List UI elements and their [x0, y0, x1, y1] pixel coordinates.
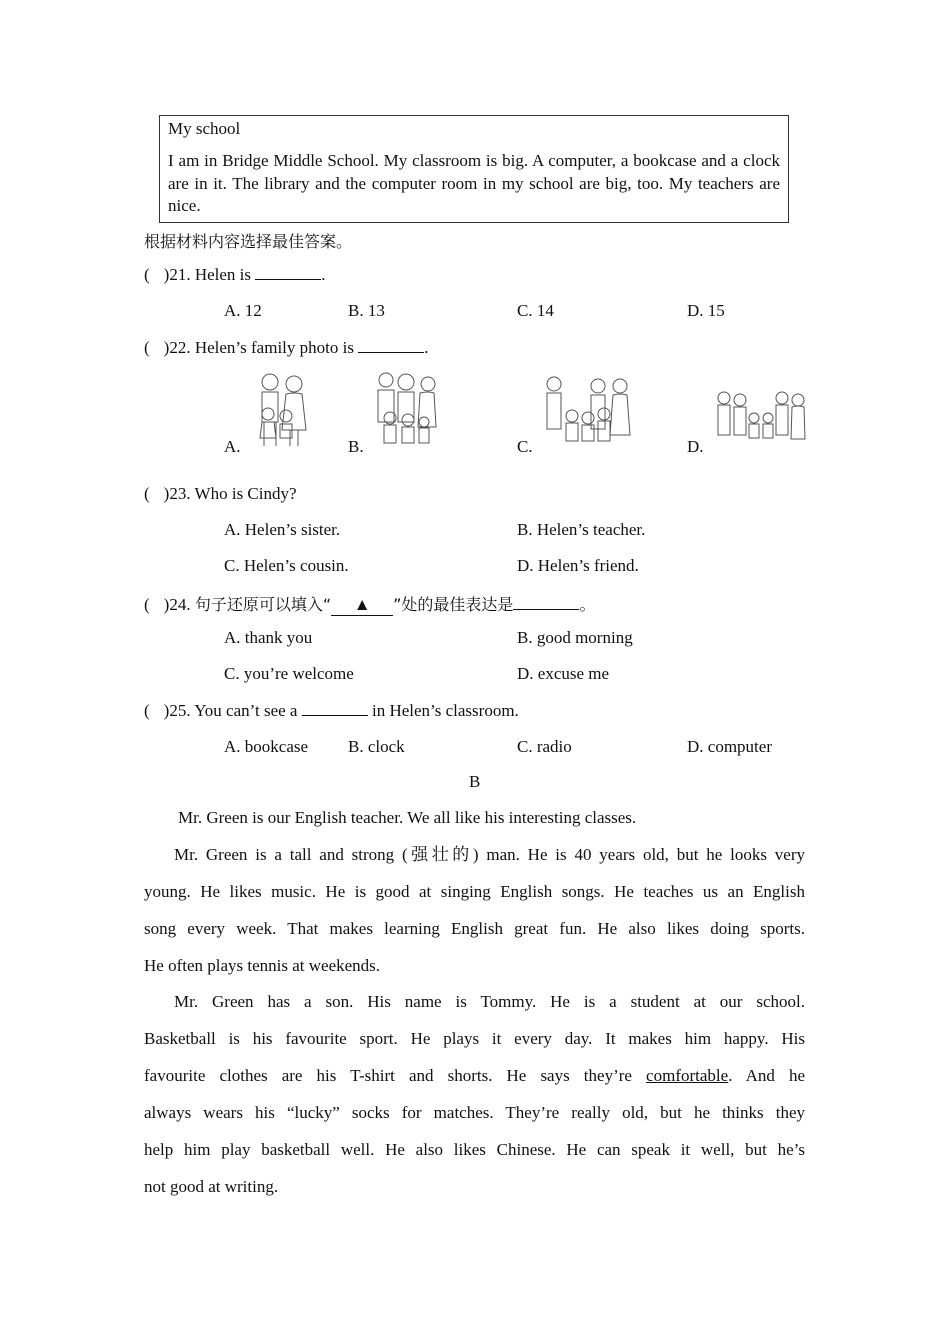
paragraph-line: He often plays tennis at weekends. — [144, 956, 381, 975]
instruction: 根据材料内容选择最佳答案。 — [144, 232, 353, 251]
option-25d: D. computer — [687, 737, 772, 756]
section-b-heading: B — [469, 772, 481, 791]
paragraph-line: Mr. Green is a tall and strong (强壮的) man. He is 40 years old, but he looks very — [174, 845, 805, 864]
option-22a: A. — [224, 437, 241, 456]
section-b-paragraph-2 — [144, 836, 805, 984]
option-23a: A. Helen’s sister. — [224, 520, 341, 539]
option-22b: B. — [348, 437, 364, 456]
reading-box — [159, 115, 789, 223]
question-23: ( )23. Who is Cindy? — [144, 484, 297, 503]
answer-blank — [358, 337, 424, 353]
option-21d: D. 15 — [687, 301, 725, 320]
answer-blank — [255, 264, 321, 280]
question-22: ( )22. Helen’s family photo is . — [144, 338, 429, 357]
option-25a: A. bookcase — [224, 737, 309, 756]
reading-box-body: I am in Bridge Middle School. My classroom is big. A computer, a bookcase and a clock are in it. The library and the computer room in my school are big, too. My teachers are nice. — [168, 151, 780, 215]
paragraph-line: not good at writing. — [144, 1177, 279, 1196]
paragraph-line: young. He likes music. He is good at singing English songs. He teaches us an English — [144, 882, 805, 901]
question-25: ( )25. You can’t see a in Helen’s classroom. — [144, 701, 519, 720]
option-21c: C. 14 — [517, 301, 554, 320]
section-b-paragraph-3 — [144, 983, 805, 1205]
option-24b: B. good morning — [517, 628, 633, 647]
answer-blank — [513, 594, 579, 610]
family-photo-a — [250, 370, 312, 450]
reading-box-title: My school — [168, 119, 241, 138]
section-b-paragraph-1: Mr. Green is our English teacher. We all like his interesting classes. — [178, 808, 637, 827]
paragraph-line: always wears his “lucky” socks for matches. They’re really old, but he thinks they — [144, 1103, 805, 1122]
paragraph-line: song every week. That makes learning English great fun. He also likes doing sports. — [144, 919, 805, 938]
option-24c: C. you’re welcome — [224, 664, 354, 683]
option-25b: B. clock — [348, 737, 405, 756]
family-photo-b — [372, 368, 440, 450]
question-21: ( )21. Helen is . — [144, 265, 326, 284]
option-21b: B. 13 — [348, 301, 385, 320]
option-24d: D. excuse me — [517, 664, 610, 683]
paragraph-line: Basketball is his favourite sport. He plays it every day. It makes him happy. His — [144, 1029, 805, 1048]
option-25c: C. radio — [517, 737, 572, 756]
option-23d: D. Helen’s friend. — [517, 556, 639, 575]
family-photo-c — [542, 374, 636, 450]
option-22d: D. — [687, 437, 704, 456]
answer-blank — [302, 700, 368, 716]
option-24a: A. thank you — [224, 628, 313, 647]
option-21a: A. 12 — [224, 301, 262, 320]
triangle-marker: ▲ — [331, 595, 393, 616]
paragraph-line: help him play basketball well. He also likes Chinese. He can speak it well, but he’s — [144, 1140, 805, 1159]
option-23b: B. Helen’s teacher. — [517, 520, 646, 539]
option-23c: C. Helen’s cousin. — [224, 556, 349, 575]
paragraph-line: favourite clothes are his T-shirt and shorts. He says they’re comfortable. And he — [144, 1066, 805, 1085]
question-24: ( )24. 句子还原可以填入“ ▲ ”处的最佳表达是 。 — [144, 595, 596, 614]
option-22c: C. — [517, 437, 533, 456]
family-photo-d — [714, 388, 806, 450]
paragraph-line: Mr. Green has a son. His name is Tommy. He is a student at our school. — [174, 992, 805, 1011]
underlined-word: comfortable — [646, 1066, 729, 1085]
